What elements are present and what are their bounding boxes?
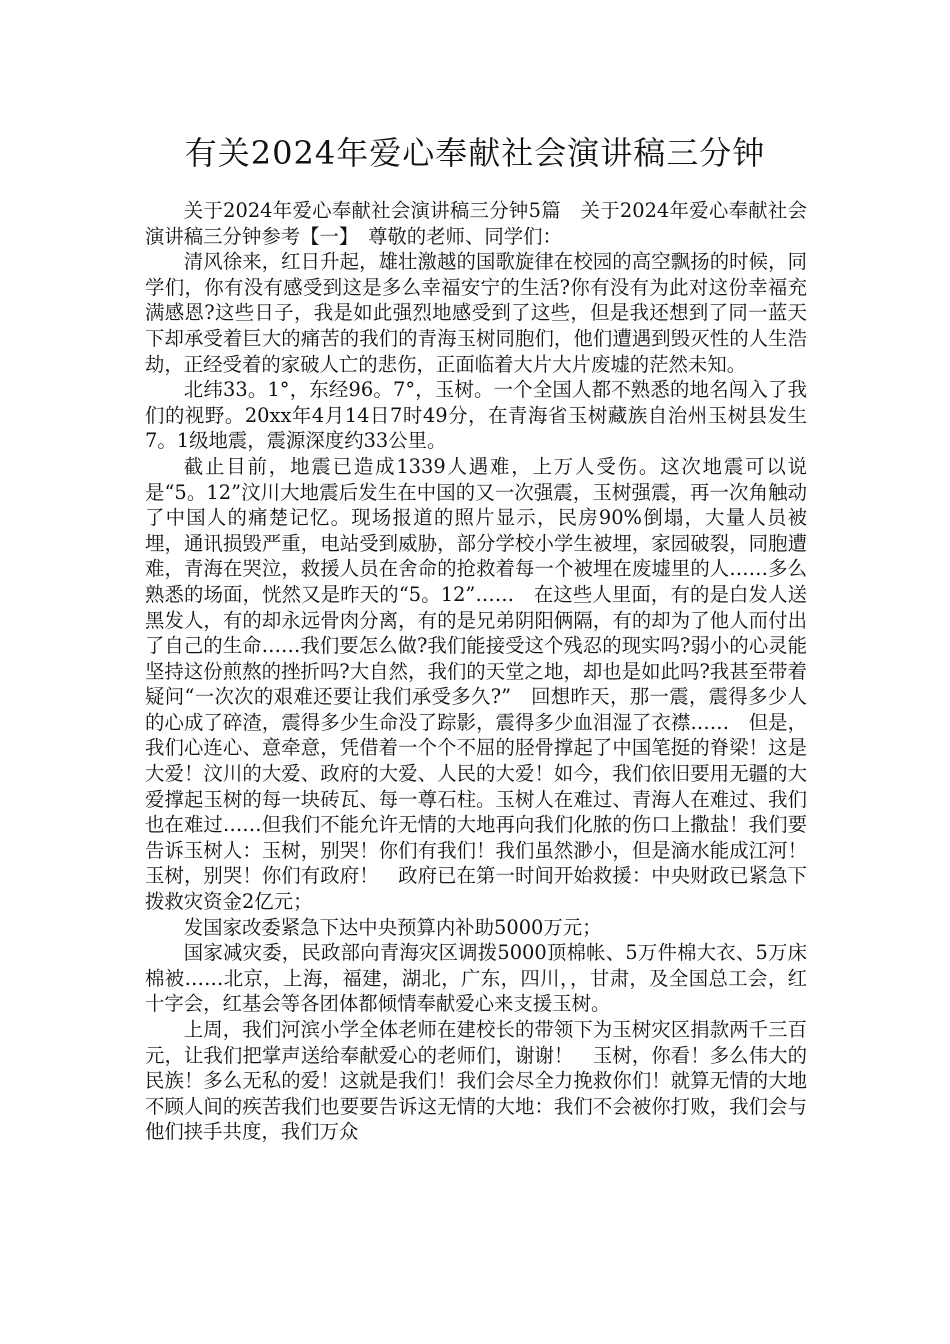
paragraph: 发国家改委紧急下达中央预算内补助5000万元； <box>183 915 602 939</box>
document-title: 有关2024年爱心奉献社会演讲稿三分钟 <box>184 134 766 172</box>
paragraph-intro: 关于2024年爱心奉献社会演讲稿三分钟5篇 关于2024年爱心奉献社会演讲稿三分钟参考【一】 尊敬的老师、同学们： <box>145 199 807 248</box>
paragraph: 截止目前，地震已造成1339人遇难，上万人受伤。这次地震可以说是“5。12”汶川大地震后发生在中国的又一次强震，玉树强震，再一次角触动了中国人的痛楚记忆。现场报道的照片显示，民房90%倒塌，大量人员被埋，通讯损毁严重，电站受到威胁，部分学校小学生被埋，家园破裂，同胞遭难，青海在哭泣，救援人员在舍命的抢救着每一个被埋在废墟里的人……多么熟悉的场面，恍然又是昨天的“5。12”…… 在这些人里面，有的是白发人送黑发人，有的却永远骨肉分离，有的是兄弟阴阳俩隔，有的却为了他人而付出了自己的生命……我们要怎么做?我们能接受这个残忍的现实吗?弱小的心灵能坚持这份煎熬的挫折吗?大自然，我们的天堂之地，却也是如此吗?我甚至带着疑问“一次次的艰难还要让我们承受多久?” 回想昨天，那一震，震得多少人的心成了碎渣，震得多少生命没了踪影，震得多少血泪湿了衣襟…… 但是，我们心连心、意牵意，凭借着一个个不屈的胫骨撑起了中国笔挺的脊梁！这是大爱！汶川的大爱、政府的大爱、人民的大爱！如今，我们依旧要用无疆的大爱撑起玉树的每一块砖瓦、每一尊石柱。玉树人在难过、青海人在难过、我们也在难过……但我们不能允许无情的大地再向我们化脓的伤口上撒盐！我们要告诉玉树人：玉树，别哭！你们有我们！我们虽然渺小，但是滴水能成江河！玉树，别哭！你们有政府！ 政府已在第一时间开始救援：中央财政已紧急下拨救灾资金2亿元； <box>145 454 807 914</box>
document-body <box>145 198 807 1145</box>
paragraph: 北纬33。1°，东经96。7°，玉树。一个全国人都不熟悉的地名闯入了我们的视野。20xx年4月14日7时49分，在青海省玉树藏族自治州玉树县发生7。1级地震，震源深度约33公里。 <box>145 378 807 453</box>
paragraph: 清风徐来，红日升起，雄壮激越的国歌旋律在校园的高空飘扬的时候，同学们，你有没有感受到这是多么幸福安宁的生活?你有没有为此对这份幸福充满感恩?这些日子，我是如此强烈地感受到了这些，但是我还想到了同一蓝天下却承受着巨大的痛苦的我们的青海玉树同胞们，他们遭遇到毁灭性的人生浩劫，正经受着的家破人亡的悲伤，正面临着大片大片废墟的茫然未知。 <box>145 250 807 376</box>
paragraph: 国家减灾委，民政部向青海灾区调拨5000顶棉帐、5万件棉大衣、5万床棉被……北京，上海，福建，湖北，广东，四川，，甘肃，及全国总工会，红十字会，红基会等各团体都倾情奉献爱心来支援玉树。 <box>145 941 807 1016</box>
paragraph: 上周，我们河滨小学全体老师在建校长的带领下为玉树灾区捐款两千三百元，让我们把掌声送给奉献爱心的老师们，谢谢！ 玉树，你看！多么伟大的民族！多么无私的爱！这就是我们！我们会尽全力挽救你们！就算无情的大地不顾人间的疾苦我们也要要告诉这无情的大地：我们不会被你打败，我们会与他们挟手共度，我们万众 <box>145 1018 807 1144</box>
